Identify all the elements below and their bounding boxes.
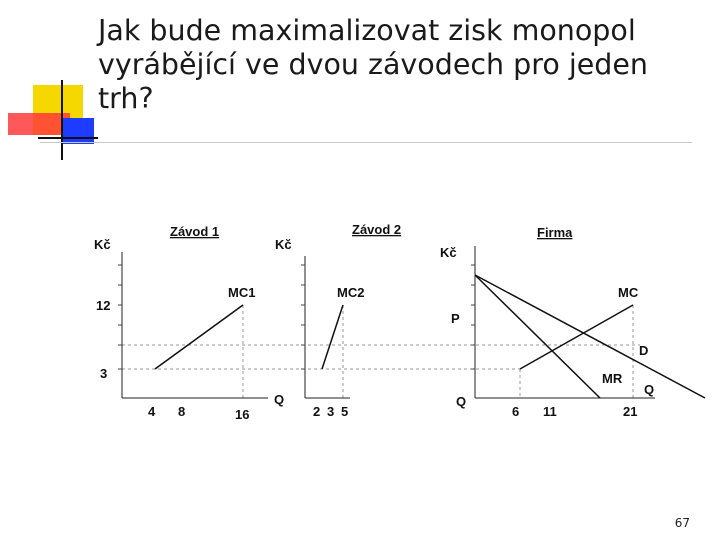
mc2-label: MC2 [337, 285, 365, 300]
panel3-y-unit: Kč [440, 245, 457, 260]
panel2-title: Závod 2 [352, 222, 402, 237]
panel3-x-tick-label: 6 [512, 404, 520, 419]
panel2-x-tick-label: 5 [341, 404, 349, 419]
panel2-x-axis-label: Q [456, 394, 467, 409]
panel1-x-tick-label: 4 [148, 404, 156, 419]
panel1-x-axis-label: Q [274, 392, 285, 407]
price-label: P [451, 311, 460, 326]
title-line-1: Jak bude maximalizovat zisk monopol [98, 14, 636, 47]
panel3-x-tick-label: 11 [543, 404, 557, 419]
mc1-curve [155, 305, 243, 369]
panel1-x-tick-label: 8 [178, 404, 186, 419]
demand-label: D [639, 343, 649, 358]
panel1-x-tick-label: 16 [235, 407, 250, 422]
mr-curve [475, 275, 600, 398]
panel2-y-unit: Kč [275, 237, 292, 252]
panel1-y-tick-label: 3 [100, 366, 108, 381]
demand-curve [475, 275, 705, 398]
panel3-title: Firma [537, 225, 573, 240]
mc2-curve [322, 305, 343, 369]
title-line-3: trh? [98, 82, 154, 115]
panel2-x-tick-label: 2 [313, 404, 321, 419]
mc-label: MC [618, 285, 639, 300]
mc1-label: MC1 [228, 285, 256, 300]
panel2-x-tick-label: 3 [327, 404, 335, 419]
panel3-x-axis-label: Q [644, 382, 655, 397]
panel1-y-unit: Kč [94, 237, 111, 252]
panel3-x-tick-label: 21 [623, 404, 638, 419]
mr-label: MR [602, 371, 623, 386]
title-line-2: vyrábějící ve dvou závodech pro jeden [98, 48, 648, 81]
panel1-title: Závod 1 [170, 224, 220, 239]
panel1-y-tick-label: 12 [96, 298, 111, 313]
page-number: 67 [674, 516, 690, 530]
